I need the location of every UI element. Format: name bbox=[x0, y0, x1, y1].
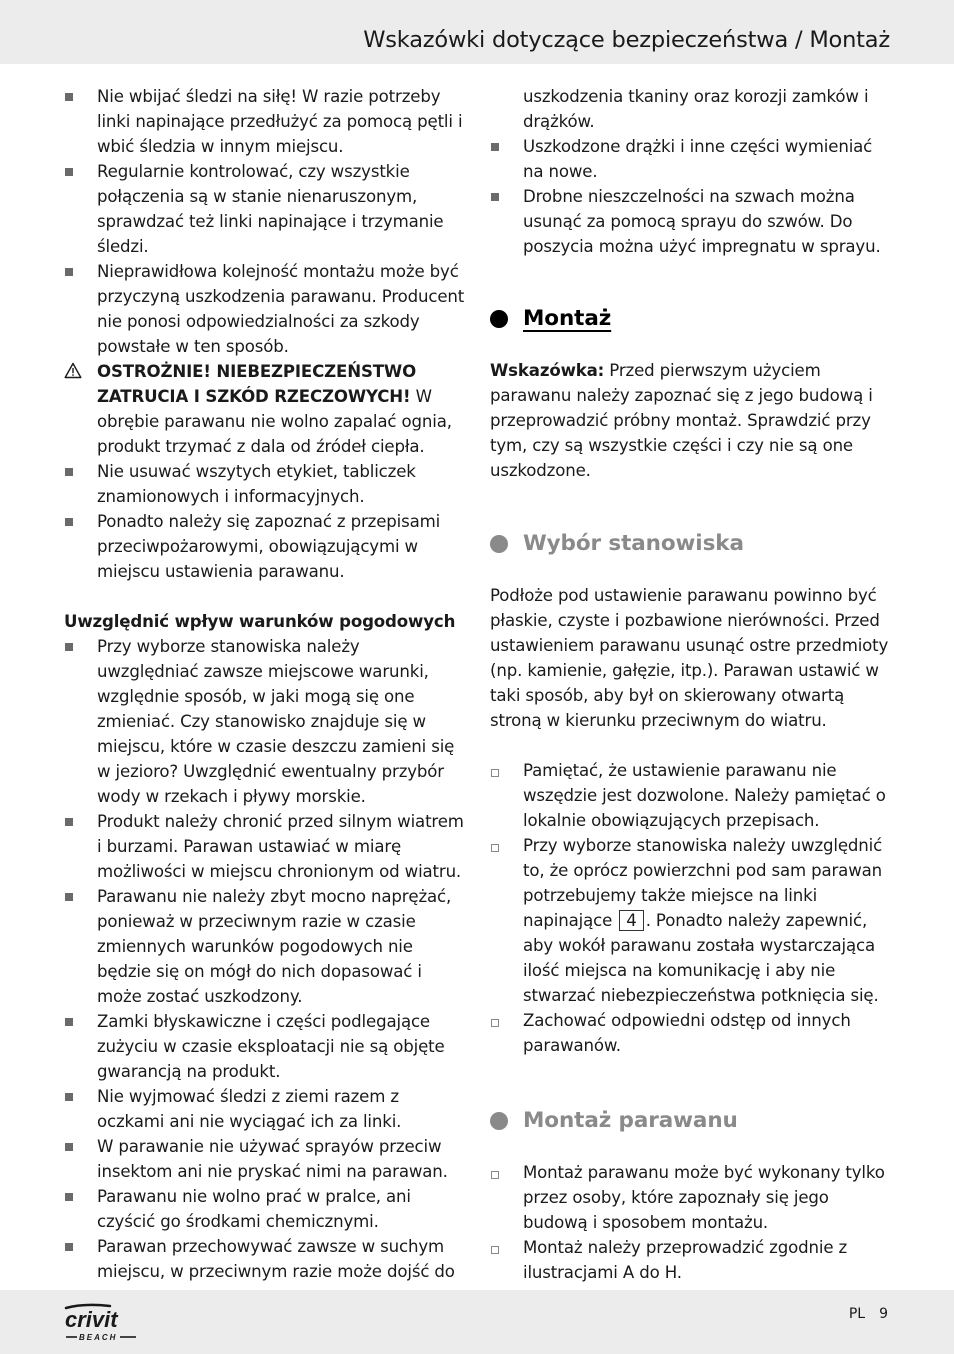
logo-wordmark: crivit bbox=[65, 1307, 118, 1332]
square-bullet-icon bbox=[491, 143, 499, 151]
list-item: W parawanie nie używać sprayów przeciw insektom ani nie pryskać nimi na parawan. bbox=[64, 1134, 466, 1184]
list-item: Montaż parawanu może być wykonany tylko przez osoby, które zapoznały się jego budową i sposobem montażu. bbox=[490, 1160, 892, 1235]
section-dot-icon bbox=[490, 310, 508, 328]
left-column bbox=[64, 84, 466, 1284]
footer-band bbox=[0, 1290, 954, 1354]
list-item: Nie wbijać śledzi na siłę! W razie potrzeby linki napinające przedłużyć za pomocą pętli i wbić śledzia w innym miejscu. bbox=[64, 84, 466, 159]
square-bullet-icon bbox=[65, 1243, 73, 1251]
square-bullet-icon bbox=[65, 1018, 73, 1026]
list-item: Zachować odpowiedni odstęp od innych parawanów. bbox=[490, 1008, 892, 1058]
square-bullet-icon bbox=[65, 1093, 73, 1101]
list-item: Zamki błyskawiczne i części podlegające zużyciu w czasie eksploatacji nie są objęte gwarancją na produkt. bbox=[64, 1009, 466, 1084]
square-bullet-icon bbox=[65, 1193, 73, 1201]
list-item: Regularnie kontrolować, czy wszystkie połączenia są w stanie nienaruszonym, sprawdzać też linki napinające i trzymanie śledzi. bbox=[64, 159, 466, 259]
square-bullet-icon bbox=[65, 268, 73, 276]
list-item-continuation: uszkodzenia tkaniny oraz korozji zamków i drążków. bbox=[523, 87, 869, 131]
checkbox-bullet-icon bbox=[491, 1171, 499, 1179]
page-number: PL 9 bbox=[848, 1306, 888, 1322]
list-item: Uszkodzone drążki i inne części wymieniać na nowe. bbox=[490, 134, 892, 184]
section-heading-montaz: Montaż bbox=[490, 306, 892, 332]
checkbox-bullet-icon bbox=[491, 769, 499, 777]
list-item: Ponadto należy się zapoznać z przepisami przeciwpożarowymi, obowiązującymi w miejscu ustawienia parawanu. bbox=[64, 509, 466, 584]
square-bullet-icon bbox=[65, 468, 73, 476]
list-item: Parawanu nie należy zbyt mocno naprężać, ponieważ w przeciwnym razie w czasie zmiennych warunków pogodowych nie będzie się on mógł do nich dopasować i może zostać uszkodzony. bbox=[64, 884, 466, 1009]
note-paragraph: Wskazówka: Przed pierwszym użyciem parawanu należy zapoznać się z jego budową i przeprowadzić próbny montaż. Sprawdzić przy tym, czy są wszystkie części i czy nie są one uszkodzone. bbox=[490, 361, 873, 480]
section-heading-site: Wybór stanowiska bbox=[490, 531, 892, 557]
list-item: Pamiętać, że ustawienie parawanu nie wszędzie jest dozwolone. Należy pamiętać o lokalnie obowiązujących przepisach. bbox=[490, 758, 892, 833]
list-item: Nie usuwać wszytych etykiet, tabliczek znamionowych i informacyjnych. bbox=[64, 459, 466, 509]
checkbox-bullet-icon bbox=[491, 1246, 499, 1254]
weather-heading: Uwzględnić wpływ warunków pogodowych bbox=[64, 612, 456, 631]
logo-subtitle: BEACH bbox=[79, 1333, 118, 1342]
right-column bbox=[490, 84, 892, 1285]
figure-reference: 4 bbox=[619, 910, 643, 931]
section-dot-icon bbox=[490, 1112, 508, 1130]
square-bullet-icon bbox=[65, 168, 73, 176]
crivit-beach-logo bbox=[64, 1302, 142, 1342]
warning-triangle-icon bbox=[64, 362, 82, 379]
square-bullet-icon bbox=[65, 518, 73, 526]
page-title: Wskazówki dotyczące bezpieczeństwa / Montaż bbox=[363, 27, 890, 53]
list-item: Drobne nieszczelności na szwach można usunąć za pomocą sprayu do szwów. Do poszycia można użyć impregnatu w sprayu. bbox=[490, 184, 892, 259]
list-item: Nie wyjmować śledzi z ziemi razem z oczkami ani nie wyciągać ich za linki. bbox=[64, 1084, 466, 1134]
checkbox-bullet-icon bbox=[491, 1019, 499, 1027]
list-item: Nieprawidłowa kolejność montażu może być przyczyną uszkodzenia parawanu. Producent nie ponosi odpowiedzialności za szkody powstałe w ten sposób. bbox=[64, 259, 466, 359]
section-heading-assembly: Montaż parawanu bbox=[490, 1108, 892, 1134]
warning-item: OSTROŻNIE! NIEBEZPIECZEŃSTWO ZATRUCIA I SZKÓD RZECZOWYCH! W obrębie parawanu nie wolno zapalać ognia, produkt trzymać z dala od źródeł ciepła. bbox=[64, 359, 466, 459]
list-item: Parawan przechowywać zawsze w suchym miejscu, w przeciwnym razie może dojść do bbox=[64, 1234, 466, 1284]
warning-label: OSTROŻNIE! NIEBEZPIECZEŃSTWO ZATRUCIA I SZKÓD RZECZOWYCH! bbox=[97, 362, 417, 406]
list-item: Produkt należy chronić przed silnym wiatrem i burzami. Parawan ustawiać w miarę możliwości w miejscu chronionym od wiatru. bbox=[64, 809, 466, 884]
list-item: Przy wyborze stanowiska należy uwzględnić to, że oprócz powierzchni pod sam parawan potrzebujemy także miejsce na linki napinające 4 . Ponadto należy zapewnić, aby wokół parawanu została wystarczająca ilość miejsca na komunikację i aby nie stwarzać niebezpieczeństwa potknięcia się. bbox=[490, 833, 892, 1008]
square-bullet-icon bbox=[65, 93, 73, 101]
list-item: Parawanu nie wolno prać w pralce, ani czyścić go środkami chemicznymi. bbox=[64, 1184, 466, 1234]
square-bullet-icon bbox=[491, 193, 499, 201]
checkbox-bullet-icon bbox=[491, 844, 499, 852]
square-bullet-icon bbox=[65, 1143, 73, 1151]
list-item: Montaż należy przeprowadzić zgodnie z ilustracjami A do H. bbox=[490, 1235, 892, 1285]
square-bullet-icon bbox=[65, 818, 73, 826]
site-paragraph: Podłoże pod ustawienie parawanu powinno być płaskie, czyste i pozbawione nierówności. Przed ustawieniem parawanu usunąć ostre przedmioty (np. kamienie, gałęzie, itp.). Parawan ustawić w taki sposób, aby był on skierowany otwartą stroną w kierunku przeciwnym do wiatru. bbox=[490, 586, 889, 730]
square-bullet-icon bbox=[65, 893, 73, 901]
square-bullet-icon bbox=[65, 643, 73, 651]
section-dot-icon bbox=[490, 535, 508, 553]
list-item: Przy wyborze stanowiska należy uwzględniać zawsze miejscowe warunki, względnie sposób, w jaki mogą się one zmieniać. Czy stanowisko znajduje się w miejscu, które w czasie deszczu zamieni się w jezioro? Uwzględnić ewentualny przybór wody w rzekach i pływy morskie. bbox=[64, 634, 466, 809]
